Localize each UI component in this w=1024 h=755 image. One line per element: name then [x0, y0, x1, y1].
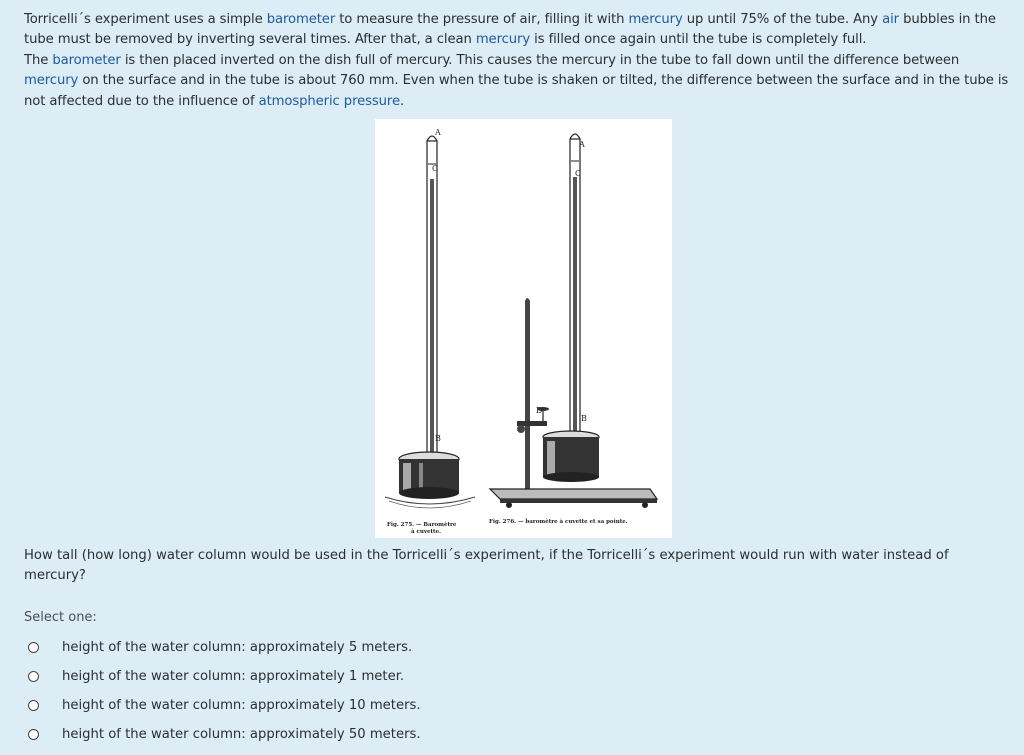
text-segment: bubbles in the tube must be removed by inverting several times. After that, a clean [24, 12, 996, 48]
answer-option-label: height of the water column: approximately 50 meters. [62, 727, 421, 742]
text-segment: The [24, 52, 53, 68]
caption-left-line-1: Fig. 275. — Baromètre [387, 522, 457, 528]
keyword-link: barometer [52, 52, 121, 68]
text-segment: on the surface and in the tube is about 760 mm. Even when the tube is shaken or tilted, the difference between the surface and in the tube is not affected due to the influence of [24, 73, 1009, 109]
answer-option-4[interactable] [28, 720, 421, 749]
left-barometer-drawing [385, 136, 475, 508]
left-label-c: C [432, 164, 439, 173]
right-barometer-drawing [490, 134, 657, 508]
keyword-link: mercury [628, 12, 683, 27]
barometer-illustration [375, 119, 672, 538]
answer-option-2[interactable] [28, 662, 421, 691]
text-segment: up until 75% of the tube. Any [682, 12, 883, 27]
right-label-c: C [575, 169, 582, 178]
right-label-b: B [581, 414, 587, 423]
caption-right: Fig. 276. — baromètre à cuvette et sa pointe. [489, 519, 628, 525]
right-label-d: D [536, 406, 543, 415]
select-one-prompt: Select one: [24, 610, 97, 625]
answer-options [28, 633, 421, 749]
keyword-link: mercury [24, 73, 79, 89]
radio-button-icon[interactable] [28, 729, 39, 740]
text-segment: to measure the pressure of air, filling it with [335, 12, 629, 27]
radio-button-icon[interactable] [28, 700, 39, 711]
answer-option-1[interactable] [28, 633, 421, 662]
left-label-b: B [435, 434, 441, 443]
radio-button-icon[interactable] [28, 671, 39, 682]
keyword-link: air [882, 12, 899, 27]
text-segment: Torricelli´s experiment uses a simple [24, 12, 267, 27]
question-text: How tall (how long) water column would be used in the Torricelli´s experiment, if the Torricelli´s experiment would run with water instead of mercury? [24, 548, 949, 584]
text-segment: . [399, 93, 405, 109]
text-segment: is then placed inverted on the dish full of mercury. This causes the mercury in the tube to fall down until the difference between [120, 52, 960, 68]
text-segment: is filled once again until the tube is completely full. [530, 32, 867, 48]
caption-left-line-2: à cuvette. [411, 529, 442, 535]
keyword-link: mercury [475, 32, 531, 48]
question-intro-text [24, 10, 1009, 112]
left-label-a: A [435, 128, 441, 137]
radio-button-icon[interactable] [28, 642, 39, 653]
answer-option-label: height of the water column: approximately 1 meter. [62, 669, 405, 684]
keyword-link: atmospheric pressure [258, 93, 400, 109]
intro-paragraph-2 [24, 51, 1009, 112]
right-label-a: A [579, 140, 585, 149]
intro-paragraph-1 [24, 10, 1009, 51]
answer-option-3[interactable] [28, 691, 421, 720]
keyword-link: barometer [266, 12, 336, 27]
answer-option-label: height of the water column: approximately 5 meters. [62, 640, 413, 655]
answer-option-label: height of the water column: approximately 10 meters. [62, 698, 421, 713]
